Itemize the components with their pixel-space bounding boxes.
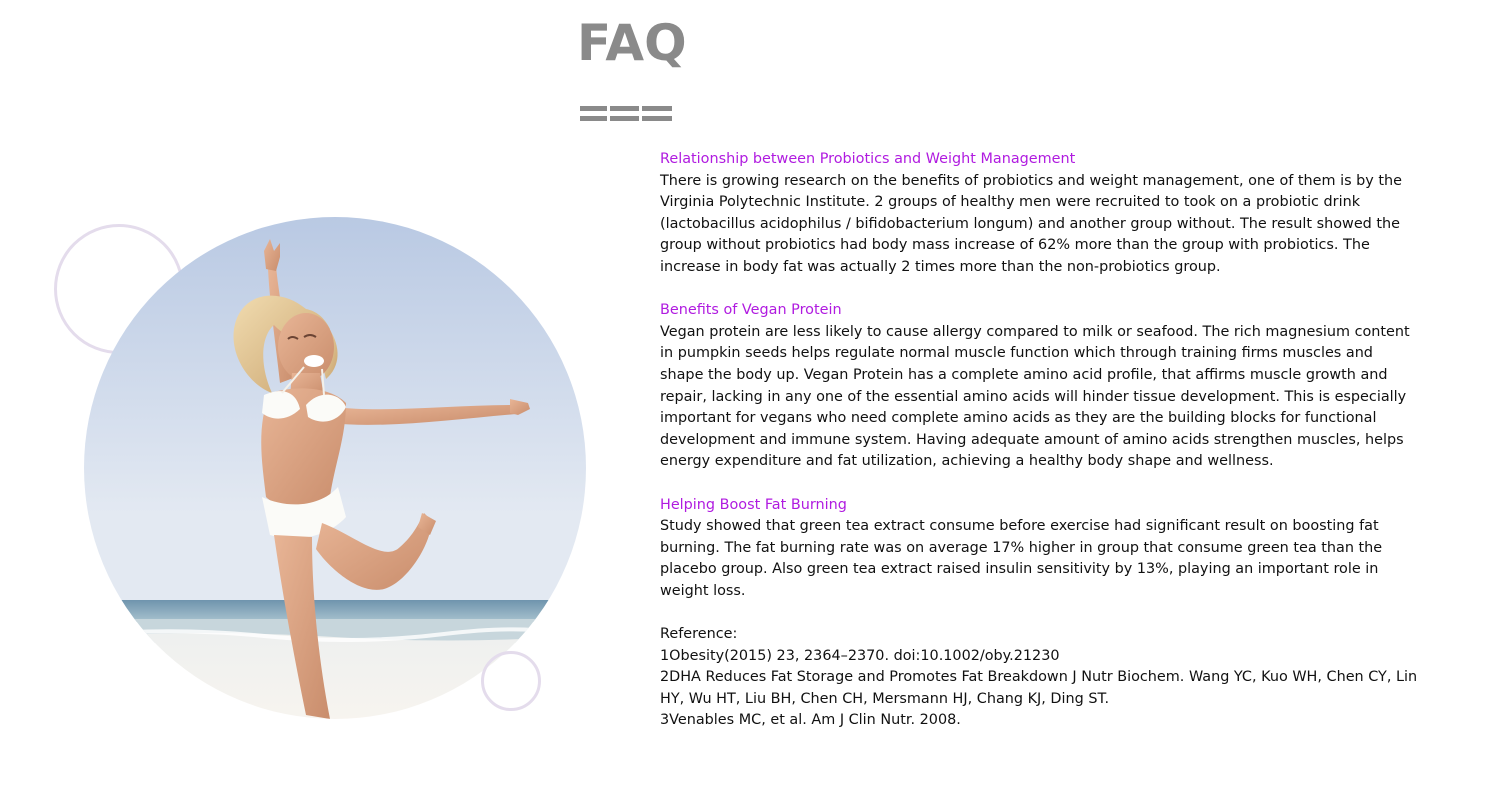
references <box>660 624 1420 732</box>
page-title: FAQ <box>577 14 687 72</box>
section-body: There is growing research on the benefits of probiotics and weight management, one of them is by the Virginia Polytechnic Institute. 2 groups of healthy men were recruited to took on a probiotic drink (lactobacillus acidophilus / bifidobacterium longum) and another group without. The result showed the group without probiotics had body mass increase of 62% more than the group with probiotics. The increase in body fat was actually 2 times more than the non-probiotics group. <box>660 172 1403 275</box>
reference-item: 2DHA Reduces Fat Storage and Promotes Fat Breakdown J Nutr Biochem. Wang YC, Kuo WH, Chen CY, Lin HY, Wu HT, Liu BH, Chen CH, Mersmann HJ, Chang KJ, Ding ST. <box>660 669 1418 707</box>
faq-section-fat-burning <box>660 495 1420 603</box>
section-body: Vegan protein are less likely to cause allergy compared to milk or seafood. The rich magnesium content in pumpkin seeds helps regulate normal muscle function which through training firms muscles and shape the body up. Vegan Protein has a complete amino acid profile, that affirms muscle growth and repair, lacking in any one of the essential amino acids will hinder tissue development. This is especially important for vegans who need complete amino acids as they are the building blocks for functional development and immune system. Having adequate amount of amino acids strengthen muscles, helps energy expenditure and fat utilization, achieving a healthy body shape and wellness. <box>660 323 1410 470</box>
faq-content <box>660 149 1420 732</box>
section-heading: Benefits of Vegan Protein <box>660 302 842 319</box>
faq-section-probiotics <box>660 149 1420 279</box>
title-divider <box>580 106 672 126</box>
reference-item: 3Venables MC, et al. Am J Clin Nutr. 2008. <box>660 712 961 729</box>
section-heading: Relationship between Probiotics and Weight Management <box>660 151 1076 167</box>
beach-woman-jumping-photo <box>84 217 586 719</box>
section-body: Study showed that green tea extract consume before exercise had significant result on boosting fat burning. The fat burning rate was on average 17% higher in group that consume green tea than the placebo group. Also green tea extract raised insulin sensitivity by 13%, playing an important role in weight loss. <box>660 518 1383 599</box>
decorative-ring-small <box>481 651 541 711</box>
reference-item: 1Obesity(2015) 23, 2364–2370. doi:10.1002/oby.21230 <box>660 647 1060 664</box>
faq-section-vegan-protein <box>660 300 1420 473</box>
references-label: Reference: <box>660 626 738 643</box>
section-heading: Helping Boost Fat Burning <box>660 496 847 513</box>
